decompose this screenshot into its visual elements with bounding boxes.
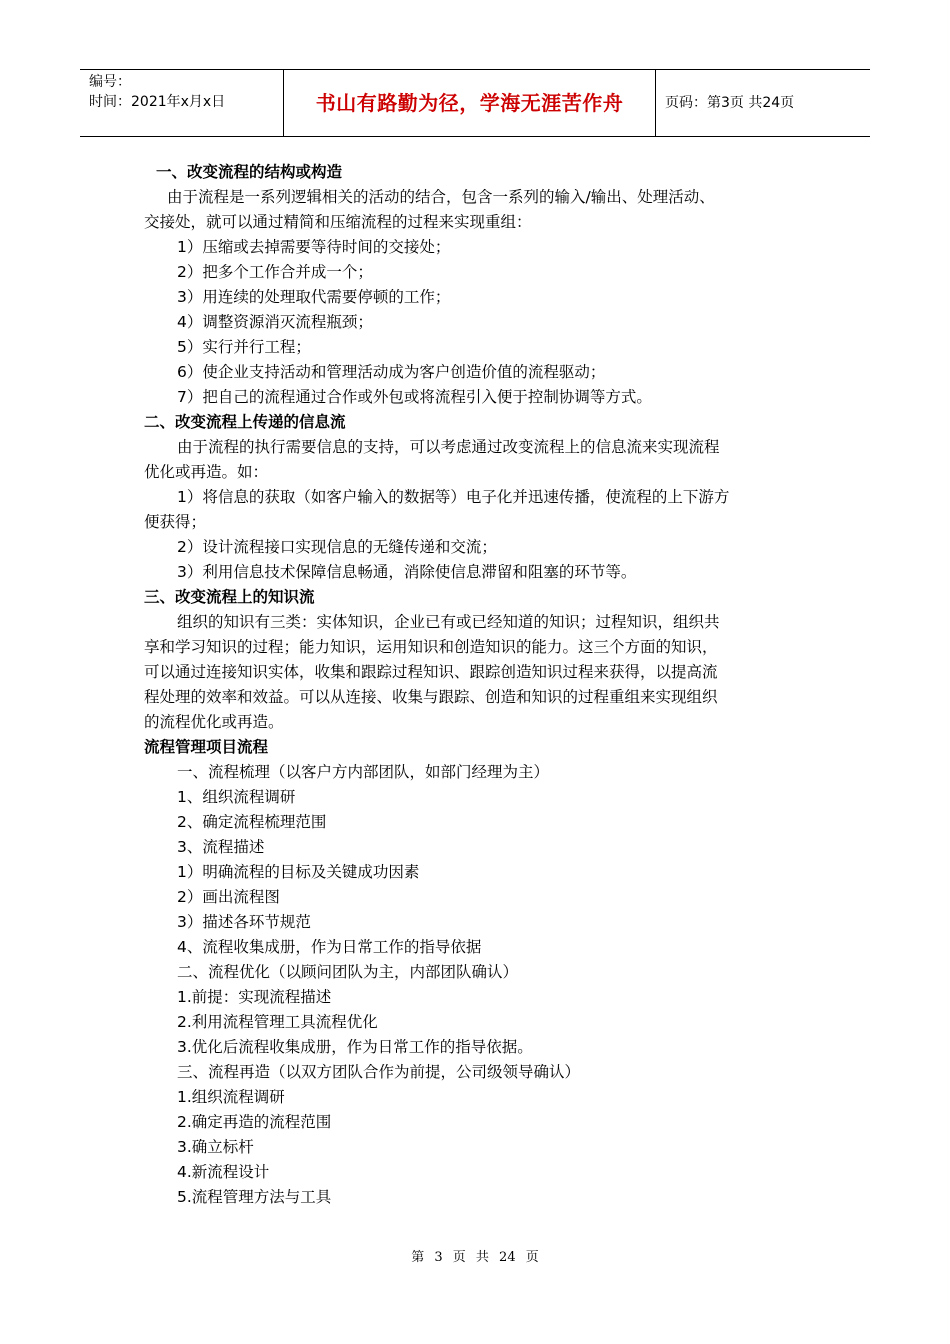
- text-line: 1）压缩或去掉需要等待时间的交接处；: [177, 238, 451, 256]
- text-line: 交接处，就可以通过精简和压缩流程的过程来实现重组：: [144, 213, 532, 231]
- text-line: 1.组织流程调研: [177, 1088, 285, 1106]
- text-line: 3.确立标杆: [177, 1138, 254, 1156]
- text-line: 1）将信息的获取（如客户输入的数据等）电子化并迅速传播，使流程的上下游方: [177, 488, 730, 506]
- text-line: 7）把自己的流程通过合作或外包或将流程引入便于控制协调等方式。: [177, 388, 652, 406]
- text-line: 3、流程描述: [177, 838, 265, 856]
- text-line: 6）使企业支持活动和管理活动成为客户创造价值的流程驱动；: [177, 363, 606, 381]
- text-line: 便获得；: [144, 513, 207, 531]
- text-line: 由于流程是一系列逻辑相关的活动的结合，包含一系列的输入/输出、处理活动、: [167, 188, 715, 206]
- text-line: 3）用连续的处理取代需要停顿的工作；: [177, 288, 451, 306]
- text-line: 3）利用信息技术保障信息畅通，消除使信息滞留和阻塞的环节等。: [177, 563, 637, 581]
- text-line: 1.前提：实现流程描述: [177, 988, 332, 1006]
- text-line: 2）设计流程接口实现信息的无缝传递和交流；: [177, 538, 497, 556]
- text-line: 组织的知识有三类：实体知识，企业已有或已经知道的知识；过程知识，组织共: [177, 613, 720, 631]
- text-line: 4.新流程设计: [177, 1163, 270, 1181]
- section-heading: 三、改变流程上的知识流: [144, 588, 315, 606]
- text-line: 3）描述各环节规范: [177, 913, 311, 931]
- header-meta: [80, 70, 283, 136]
- text-line: 2、确定流程梳理范围: [177, 813, 327, 831]
- text-line: 由于流程的执行需要信息的支持，可以考虑通过改变流程上的信息流来实现流程: [177, 438, 720, 456]
- code-label: 编号：: [89, 74, 131, 90]
- text-line: 享和学习知识的过程；能力知识，运用知识和创造知识的能力。这三个方面的知识，: [144, 638, 718, 656]
- text-line: 三、流程再造（以双方团队合作为前提，公司级领导确认）: [177, 1063, 581, 1081]
- text-line: 4、流程收集成册，作为日常工作的指导依据: [177, 938, 482, 956]
- section-heading: 二、改变流程上传递的信息流: [144, 413, 346, 431]
- text-line: 4）调整资源消灭流程瓶颈；: [177, 313, 373, 331]
- text-line: 3.优化后流程收集成册，作为日常工作的指导依据。: [177, 1038, 533, 1056]
- page-header: [80, 69, 870, 137]
- date-line: 时间：2021年x月x日: [89, 94, 226, 110]
- text-line: 2.确定再造的流程范围: [177, 1113, 332, 1131]
- text-line: 的流程优化或再造。: [144, 713, 284, 731]
- text-line: 5.流程管理方法与工具: [177, 1188, 332, 1206]
- text-line: 1、组织流程调研: [177, 788, 296, 806]
- text-line: 5）实行并行工程；: [177, 338, 311, 356]
- document-body: [144, 160, 814, 1210]
- section-heading: 流程管理项目流程: [144, 738, 269, 756]
- page-footer: 第 3 页 共 24 页: [411, 1250, 539, 1265]
- text-line: 可以通过连接知识实体，收集和跟踪过程知识、跟踪创造知识过程来获得，以提高流: [144, 663, 718, 681]
- text-line: 2）画出流程图: [177, 888, 280, 906]
- header-motto: 书山有路勤为径，学海无涯苦作舟: [283, 70, 656, 136]
- text-line: 2.利用流程管理工具流程优化: [177, 1013, 378, 1031]
- text-line: 二、流程优化（以顾问团队为主，内部团队确认）: [177, 963, 519, 981]
- text-line: 2）把多个工作合并成一个；: [177, 263, 373, 281]
- header-page-info: 页码：第3页 共24页: [665, 95, 795, 111]
- text-line: 1）明确流程的目标及关键成功因素: [177, 863, 420, 881]
- text-line: 优化或再造。如：: [144, 463, 269, 481]
- section-heading: 一、改变流程的结构或构造: [156, 163, 343, 181]
- text-line: 一、流程梳理（以客户方内部团队，如部门经理为主）: [177, 763, 550, 781]
- text-line: 程处理的效率和效益。可以从连接、收集与跟踪、创造和知识的过程重组来实现组织: [144, 688, 718, 706]
